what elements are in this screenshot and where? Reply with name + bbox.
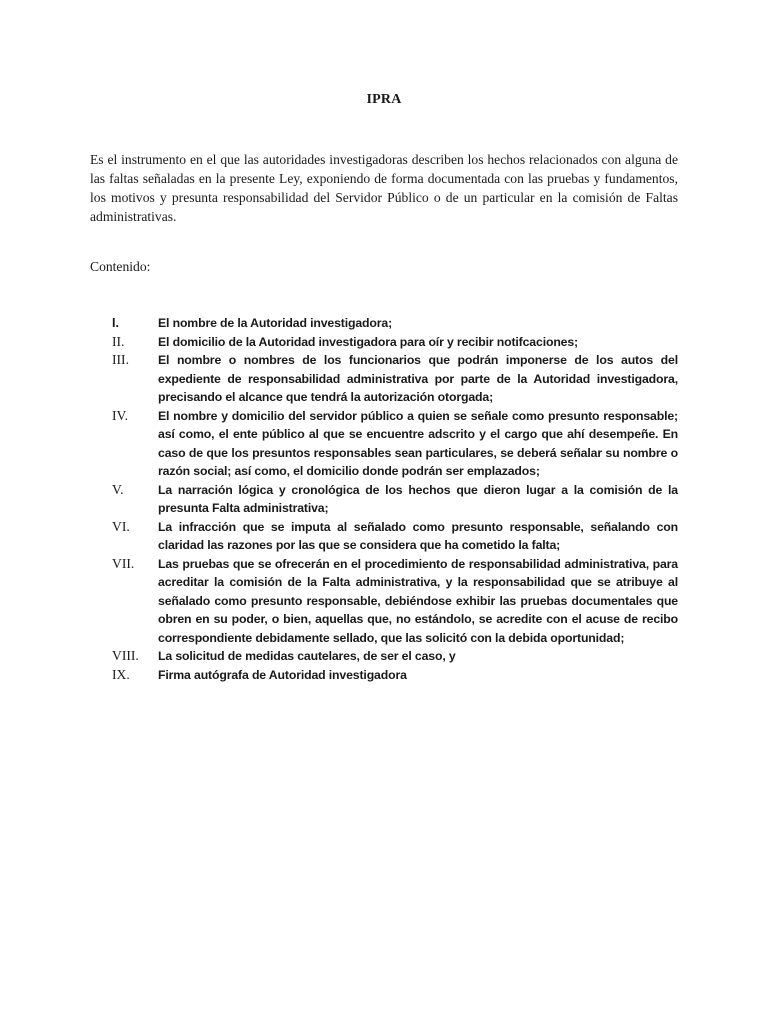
- list-item: [112, 407, 678, 481]
- list-numeral: III.: [112, 352, 129, 367]
- list-item-text: El nombre y domicilio del servidor público a quien se señale como presunto responsable; así como, el ente público al que se encuentre adscrito y el cargo que ahí desempeñe. En caso de que los presuntos responsables sean particulares, se deberá señalar su nombre o razón social; así como, el domicilio donde podrán ser emplazados;: [158, 408, 678, 478]
- list-item: [112, 666, 678, 685]
- document-title: IPRA: [366, 92, 402, 107]
- list-item: [112, 481, 678, 518]
- list-item-text: El nombre o nombres de los funcionarios que podrán imponerse de los autos del expediente de responsabilidad administrativa por parte de la Autoridad investigadora, precisando el alcance que tendrá la autorización otorgada;: [158, 353, 678, 404]
- list-item: [112, 314, 678, 333]
- list-item-text: La narración lógica y cronológica de los hechos que dieron lugar a la comisión de la presunta Falta administrativa;: [158, 482, 678, 515]
- intro-paragraph: Es el instrumento en el que las autoridades investigadoras describen los hechos relacionados con alguna de las faltas señaladas en la presente Ley, exponiendo de forma documentada con las pruebas y fundamentos, los motivos y presunta responsabilidad del Servidor Público o de un particular en la comisión de Faltas administrativas.: [90, 152, 678, 224]
- list-item: [112, 333, 678, 352]
- list-numeral: VIII.: [112, 648, 139, 663]
- list-numeral: V.: [112, 481, 124, 497]
- list-item: [112, 555, 678, 648]
- list-item-text: Firma autógrafa de Autoridad investigadora: [158, 667, 407, 682]
- list-item: [112, 647, 678, 666]
- list-numeral: IV.: [112, 407, 128, 423]
- list-item: [112, 518, 678, 555]
- contenido-label: Contenido:: [90, 259, 151, 274]
- list-item-text: Las pruebas que se ofrecerán en el procedimiento de responsabilidad administrativa, para acreditar la comisión de la Falta administrativa, y la responsabilidad que se atribuye al señalado como presunto responsable, debiéndose exhibir las pruebas documentales que obren en su poder, o bien, aquellas que, no estándolo, se acredite con el acuse de recibo correspondiente debidamente sellado, que las solicitó con la debida oportunidad;: [158, 556, 678, 645]
- list-numeral: II.: [112, 333, 125, 349]
- list-numeral: VII.: [112, 555, 135, 571]
- list-item-text: El domicilio de la Autoridad investigadora para oír y recibir notifcaciones;: [158, 334, 579, 349]
- list-item: [112, 351, 678, 407]
- list-item-text: La solicitud de medidas cautelares, de ser el caso, y: [158, 649, 456, 663]
- requirements-list: [112, 314, 678, 684]
- list-item-text: El nombre de la Autoridad investigadora;: [158, 316, 393, 330]
- list-item-text: La infracción que se imputa al señalado como presunto responsable, señalando con claridad las razones por las que se considera que ha cometido la falta;: [158, 519, 678, 552]
- list-numeral: VI.: [112, 518, 130, 534]
- list-numeral: I.: [112, 316, 119, 330]
- list-numeral: IX.: [112, 666, 130, 682]
